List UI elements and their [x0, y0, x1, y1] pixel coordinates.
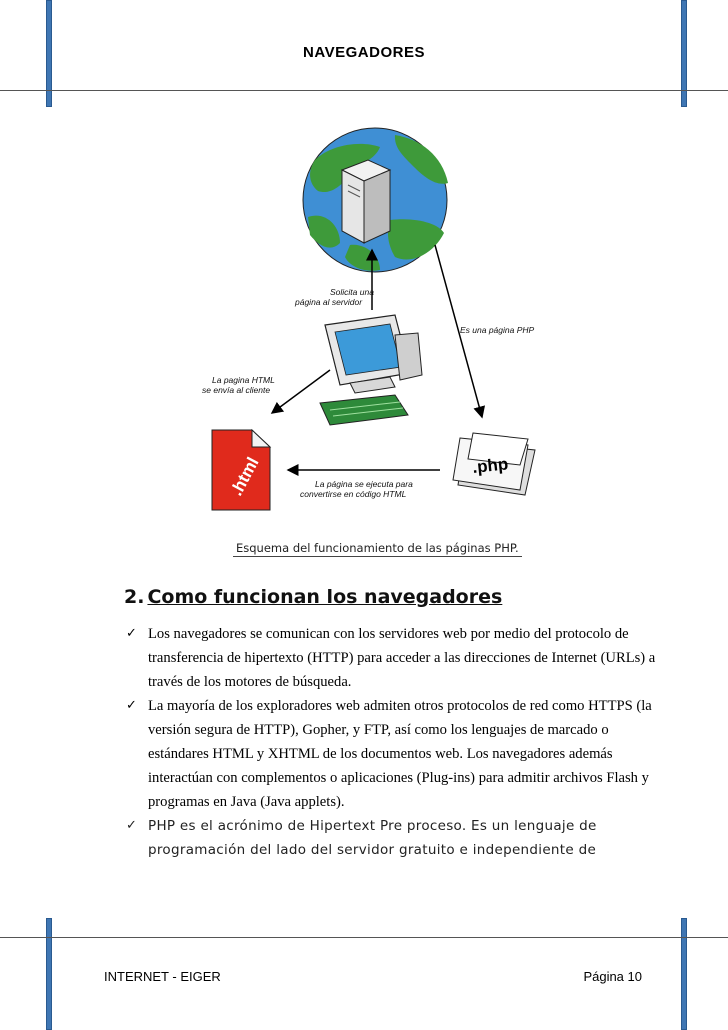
check-icon: ✓ [126, 626, 137, 641]
header-rule [0, 90, 728, 91]
list-item [124, 694, 664, 814]
label-request-line1: Solicita una [330, 287, 374, 297]
php-file-icon [453, 433, 535, 495]
footer-rule [0, 937, 728, 938]
label-executes-line1: La página se ejecuta para [315, 479, 413, 489]
section-heading [124, 586, 502, 608]
list-item [124, 814, 664, 862]
bullet-text: PHP es el acrónimo de Hipertext Pre proceso. Es un lenguaje de programación del lado del servidor gratuito e independiente de [148, 818, 597, 858]
label-is-php: Es una página PHP [460, 325, 535, 335]
list-item [124, 622, 664, 694]
label-html-sent-line2: se envía al cliente [202, 385, 271, 395]
frame-bar-bottom-left [46, 918, 52, 1030]
footer-page-number: Página 10 [583, 969, 642, 984]
check-icon: ✓ [126, 698, 137, 713]
check-icon: ✓ [126, 818, 138, 833]
section-number: 2. [124, 586, 145, 608]
label-html-sent-line1: La pagina HTML [212, 375, 275, 385]
computer-icon [320, 315, 422, 425]
label-executes-line2: convertirse en código HTML [300, 489, 407, 499]
figure-caption: Esquema del funcionamiento de las páginas PHP. [233, 540, 522, 557]
globe-server-icon [303, 128, 448, 272]
bullet-text: La mayoría de los exploradores web admiten otros protocolos de red como HTTPS (la versión segura de HTTP), Gopher, y FTP, así como los lenguajes de marcado o estándares HTML y XHTML de los documentos web. Los navegadores además interactúan con complementos o aplicaciones (Plug-ins) para admitir archivos Flash y programas en Java (Java applets). [148, 698, 652, 810]
bullet-list [124, 622, 664, 862]
html-file-icon [212, 430, 270, 510]
bullet-text: Los navegadores se comunican con los servidores web por medio del protocolo de transferencia de hipertexto (HTTP) para acceder a las direcciones de Internet (URLs) a través de los motores de búsqueda. [148, 626, 656, 690]
frame-bar-bottom-right [681, 918, 687, 1030]
html-file-label: .html [226, 454, 263, 499]
section-title: Como funcionan los navegadores [147, 586, 503, 608]
label-request-line2: página al servidor [295, 297, 363, 307]
page-header-title: NAVEGADORES [303, 44, 425, 61]
php-schema-diagram [190, 125, 550, 525]
footer-left: INTERNET - EIGER [104, 969, 221, 984]
php-file-label: .php [471, 454, 510, 477]
